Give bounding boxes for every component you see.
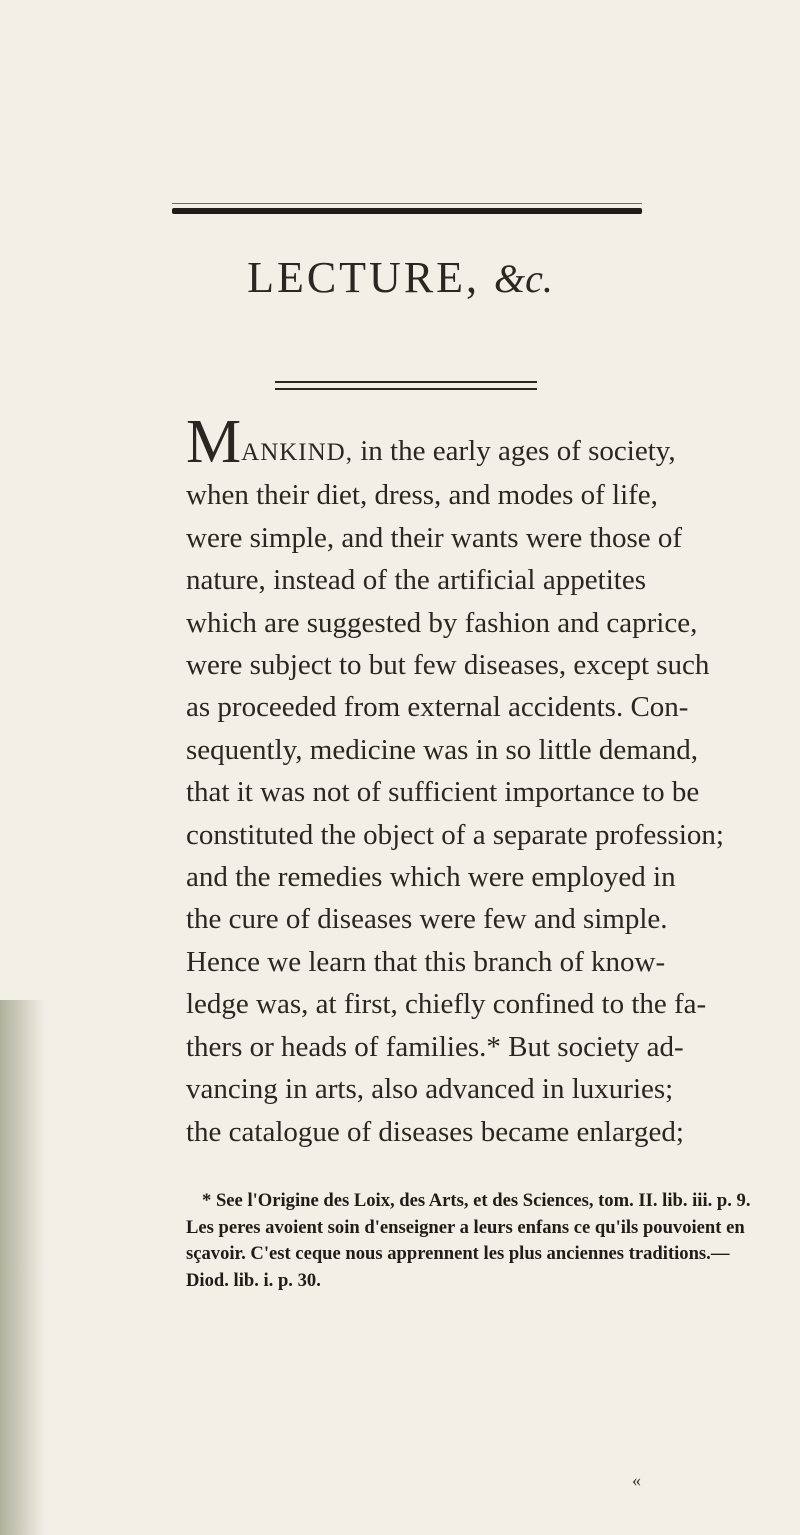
text-line: ledge was, at first, chiefly confined to the fa-: [186, 988, 707, 1021]
footnote-line: Les peres avoient soin d'enseigner a leurs enfans ce qu'ils pouvoient en: [186, 1216, 745, 1238]
text-line: vancing in arts, also advanced in luxuries;: [186, 1073, 674, 1106]
text-line: sequently, medicine was in so little demand,: [186, 733, 698, 766]
text-line: and the remedies which were employed in: [186, 861, 676, 894]
heading-title: LECTURE,: [247, 253, 481, 302]
text-line: [186, 408, 676, 476]
heading-etc: &c.: [494, 256, 553, 301]
page-mark: «: [632, 1470, 641, 1490]
footnote-line: * See l'Origine des Loix, des Arts, et des Sciences, tom. II. lib. iii. p. 9.: [202, 1190, 751, 1211]
text-line: thers or heads of families.* But society ad-: [186, 1030, 684, 1063]
line-text: in the early ages of society,: [353, 435, 676, 467]
text-line: Hence we learn that this branch of know-: [186, 945, 666, 978]
chapter-heading: [0, 252, 800, 303]
footnote-line: sçavoir. C'est ceque nous apprennent les plus anciennes traditions.—: [186, 1243, 730, 1264]
page-edge-shadow: [0, 1000, 45, 1535]
ornamental-rule: [275, 381, 537, 390]
top-rule-thin: [172, 203, 642, 204]
footnote: [186, 1188, 751, 1294]
top-rule: [172, 208, 642, 214]
text-line: the catalogue of diseases became enlarged;: [186, 1115, 684, 1148]
text-line: the cure of diseases were few and simple.: [186, 903, 668, 936]
footnote-line: Diod. lib. i. p. 30.: [186, 1269, 321, 1291]
text-line: nature, instead of the artificial appetites: [186, 564, 646, 597]
text-line: were simple, and their wants were those of: [186, 521, 683, 554]
text-line: when their diet, dress, and modes of life,: [186, 479, 658, 512]
text-line: which are suggested by fashion and caprice,: [186, 606, 698, 639]
text-line: as proceeded from external accidents. Con-: [186, 691, 689, 724]
text-line: constituted the object of a separate profession;: [186, 818, 724, 851]
text-line: were subject to but few diseases, except such: [186, 649, 710, 682]
body-paragraph: [186, 408, 724, 1153]
small-caps-word: ANKIND,: [241, 439, 353, 466]
drop-cap: M: [186, 408, 242, 476]
text-line: that it was not of sufficient importance to be: [186, 776, 700, 809]
